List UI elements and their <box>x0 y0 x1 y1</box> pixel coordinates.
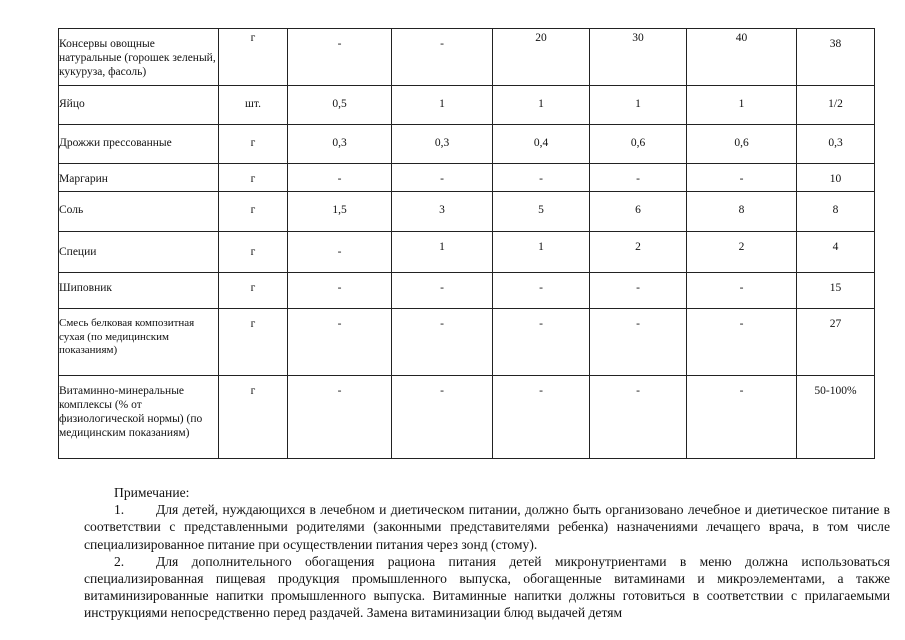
unit-cell: г <box>219 192 288 232</box>
value-cell: - <box>288 273 392 309</box>
value-cell: - <box>687 273 797 309</box>
value-cell: - <box>493 376 590 459</box>
unit-cell: г <box>219 273 288 309</box>
unit-cell: г <box>219 29 288 86</box>
value-cell: - <box>590 164 687 192</box>
table-row <box>59 125 875 164</box>
notes-title: Примечание: <box>114 485 190 500</box>
value-cell: - <box>590 273 687 309</box>
value-cell: 1 <box>392 232 493 273</box>
table-row <box>59 164 875 192</box>
value-cell: 6 <box>590 192 687 232</box>
value-cell: 1 <box>392 86 493 125</box>
table-row <box>59 192 875 232</box>
value-cell: - <box>590 376 687 459</box>
note-text: Для детей, нуждающихся в лечебном и диетическом питании, должно быть организовано лечебное и диетическое питание в соответствии с представленными родителями (законными представителями ребенка) назначениями лечащего врача, в том числе специализированное питание при осуществлении питания через зонд (стому). <box>84 502 890 552</box>
value-cell: - <box>288 309 392 376</box>
value-cell: - <box>687 376 797 459</box>
value-cell: 5 <box>493 192 590 232</box>
value-cell: 0,3 <box>288 125 392 164</box>
value-cell: 0,4 <box>493 125 590 164</box>
value-cell: 40 <box>687 29 797 86</box>
value-cell: 1,5 <box>288 192 392 232</box>
unit-cell: г <box>219 125 288 164</box>
value-cell: - <box>590 309 687 376</box>
note-number: 1. <box>114 502 125 518</box>
value-cell: - <box>392 164 493 192</box>
unit-cell: шт. <box>219 86 288 125</box>
product-name: Витаминно-минеральные комплексы (% от физиологической нормы) (по медицинским показаниям) <box>59 376 219 459</box>
unit-cell: г <box>219 232 288 273</box>
value-cell: 0,6 <box>590 125 687 164</box>
unit-cell: г <box>219 376 288 459</box>
value-cell: - <box>493 164 590 192</box>
table-row <box>59 86 875 125</box>
value-cell: - <box>392 29 493 86</box>
notes-section <box>84 484 890 622</box>
value-cell: 3 <box>392 192 493 232</box>
value-cell: 20 <box>493 29 590 86</box>
value-cell: 0,3 <box>392 125 493 164</box>
value-cell: - <box>288 29 392 86</box>
product-name: Дрожжи прессованные <box>59 125 219 164</box>
value-cell: - <box>288 164 392 192</box>
value-cell: 1 <box>493 232 590 273</box>
product-name: Шиповник <box>59 273 219 309</box>
value-cell: 1 <box>493 86 590 125</box>
table-row <box>59 29 875 86</box>
value-cell: 2 <box>590 232 687 273</box>
value-cell: - <box>288 376 392 459</box>
food-norms-table <box>58 28 875 459</box>
table-row <box>59 309 875 376</box>
value-cell: - <box>392 309 493 376</box>
note-number: 2. <box>114 553 125 569</box>
value-cell: 1 <box>687 86 797 125</box>
value-cell: 0,6 <box>687 125 797 164</box>
value-cell: - <box>493 273 590 309</box>
value-cell: 27 <box>797 309 875 376</box>
product-name: Маргарин <box>59 164 219 192</box>
value-cell: - <box>392 273 493 309</box>
value-cell: - <box>288 232 392 273</box>
value-cell: 8 <box>797 192 875 232</box>
note-item-1 <box>84 501 890 553</box>
product-name: Консервы овощные натуральные (горошек зеленый, кукуруза, фасоль) <box>59 29 219 86</box>
value-cell: 38 <box>797 29 875 86</box>
value-cell: 1/2 <box>797 86 875 125</box>
table-row <box>59 376 875 459</box>
value-cell: 0,5 <box>288 86 392 125</box>
unit-cell: г <box>219 309 288 376</box>
value-cell: 8 <box>687 192 797 232</box>
value-cell: 1 <box>590 86 687 125</box>
value-cell: 2 <box>687 232 797 273</box>
note-text: Для дополнительного обогащения рациона питания детей микронутриентами в меню должна использоваться специализированная пищевая продукция промышленного выпуска, обогащенные витаминами и микроэлементами, а также витаминизированные напитки промышленного выпуска. Витаминные напитки должны готовиться в соответствии с прилагаемыми инструкциями непосредственно перед раздачей. Замена витаминизации блюд выдачей детям <box>84 553 890 621</box>
value-cell: - <box>687 164 797 192</box>
value-cell: 10 <box>797 164 875 192</box>
value-cell: - <box>687 309 797 376</box>
note-item-2 <box>84 553 890 622</box>
product-name: Смесь белковая композитная сухая (по медицинским показаниям) <box>59 309 219 376</box>
value-cell: 0,3 <box>797 125 875 164</box>
product-name: Соль <box>59 192 219 232</box>
value-cell: 50-100% <box>797 376 875 459</box>
value-cell: 15 <box>797 273 875 309</box>
value-cell: 30 <box>590 29 687 86</box>
table-row <box>59 232 875 273</box>
product-name: Яйцо <box>59 86 219 125</box>
value-cell: - <box>493 309 590 376</box>
value-cell: 4 <box>797 232 875 273</box>
unit-cell: г <box>219 164 288 192</box>
product-name: Специи <box>59 232 219 273</box>
table-row <box>59 273 875 309</box>
value-cell: - <box>392 376 493 459</box>
